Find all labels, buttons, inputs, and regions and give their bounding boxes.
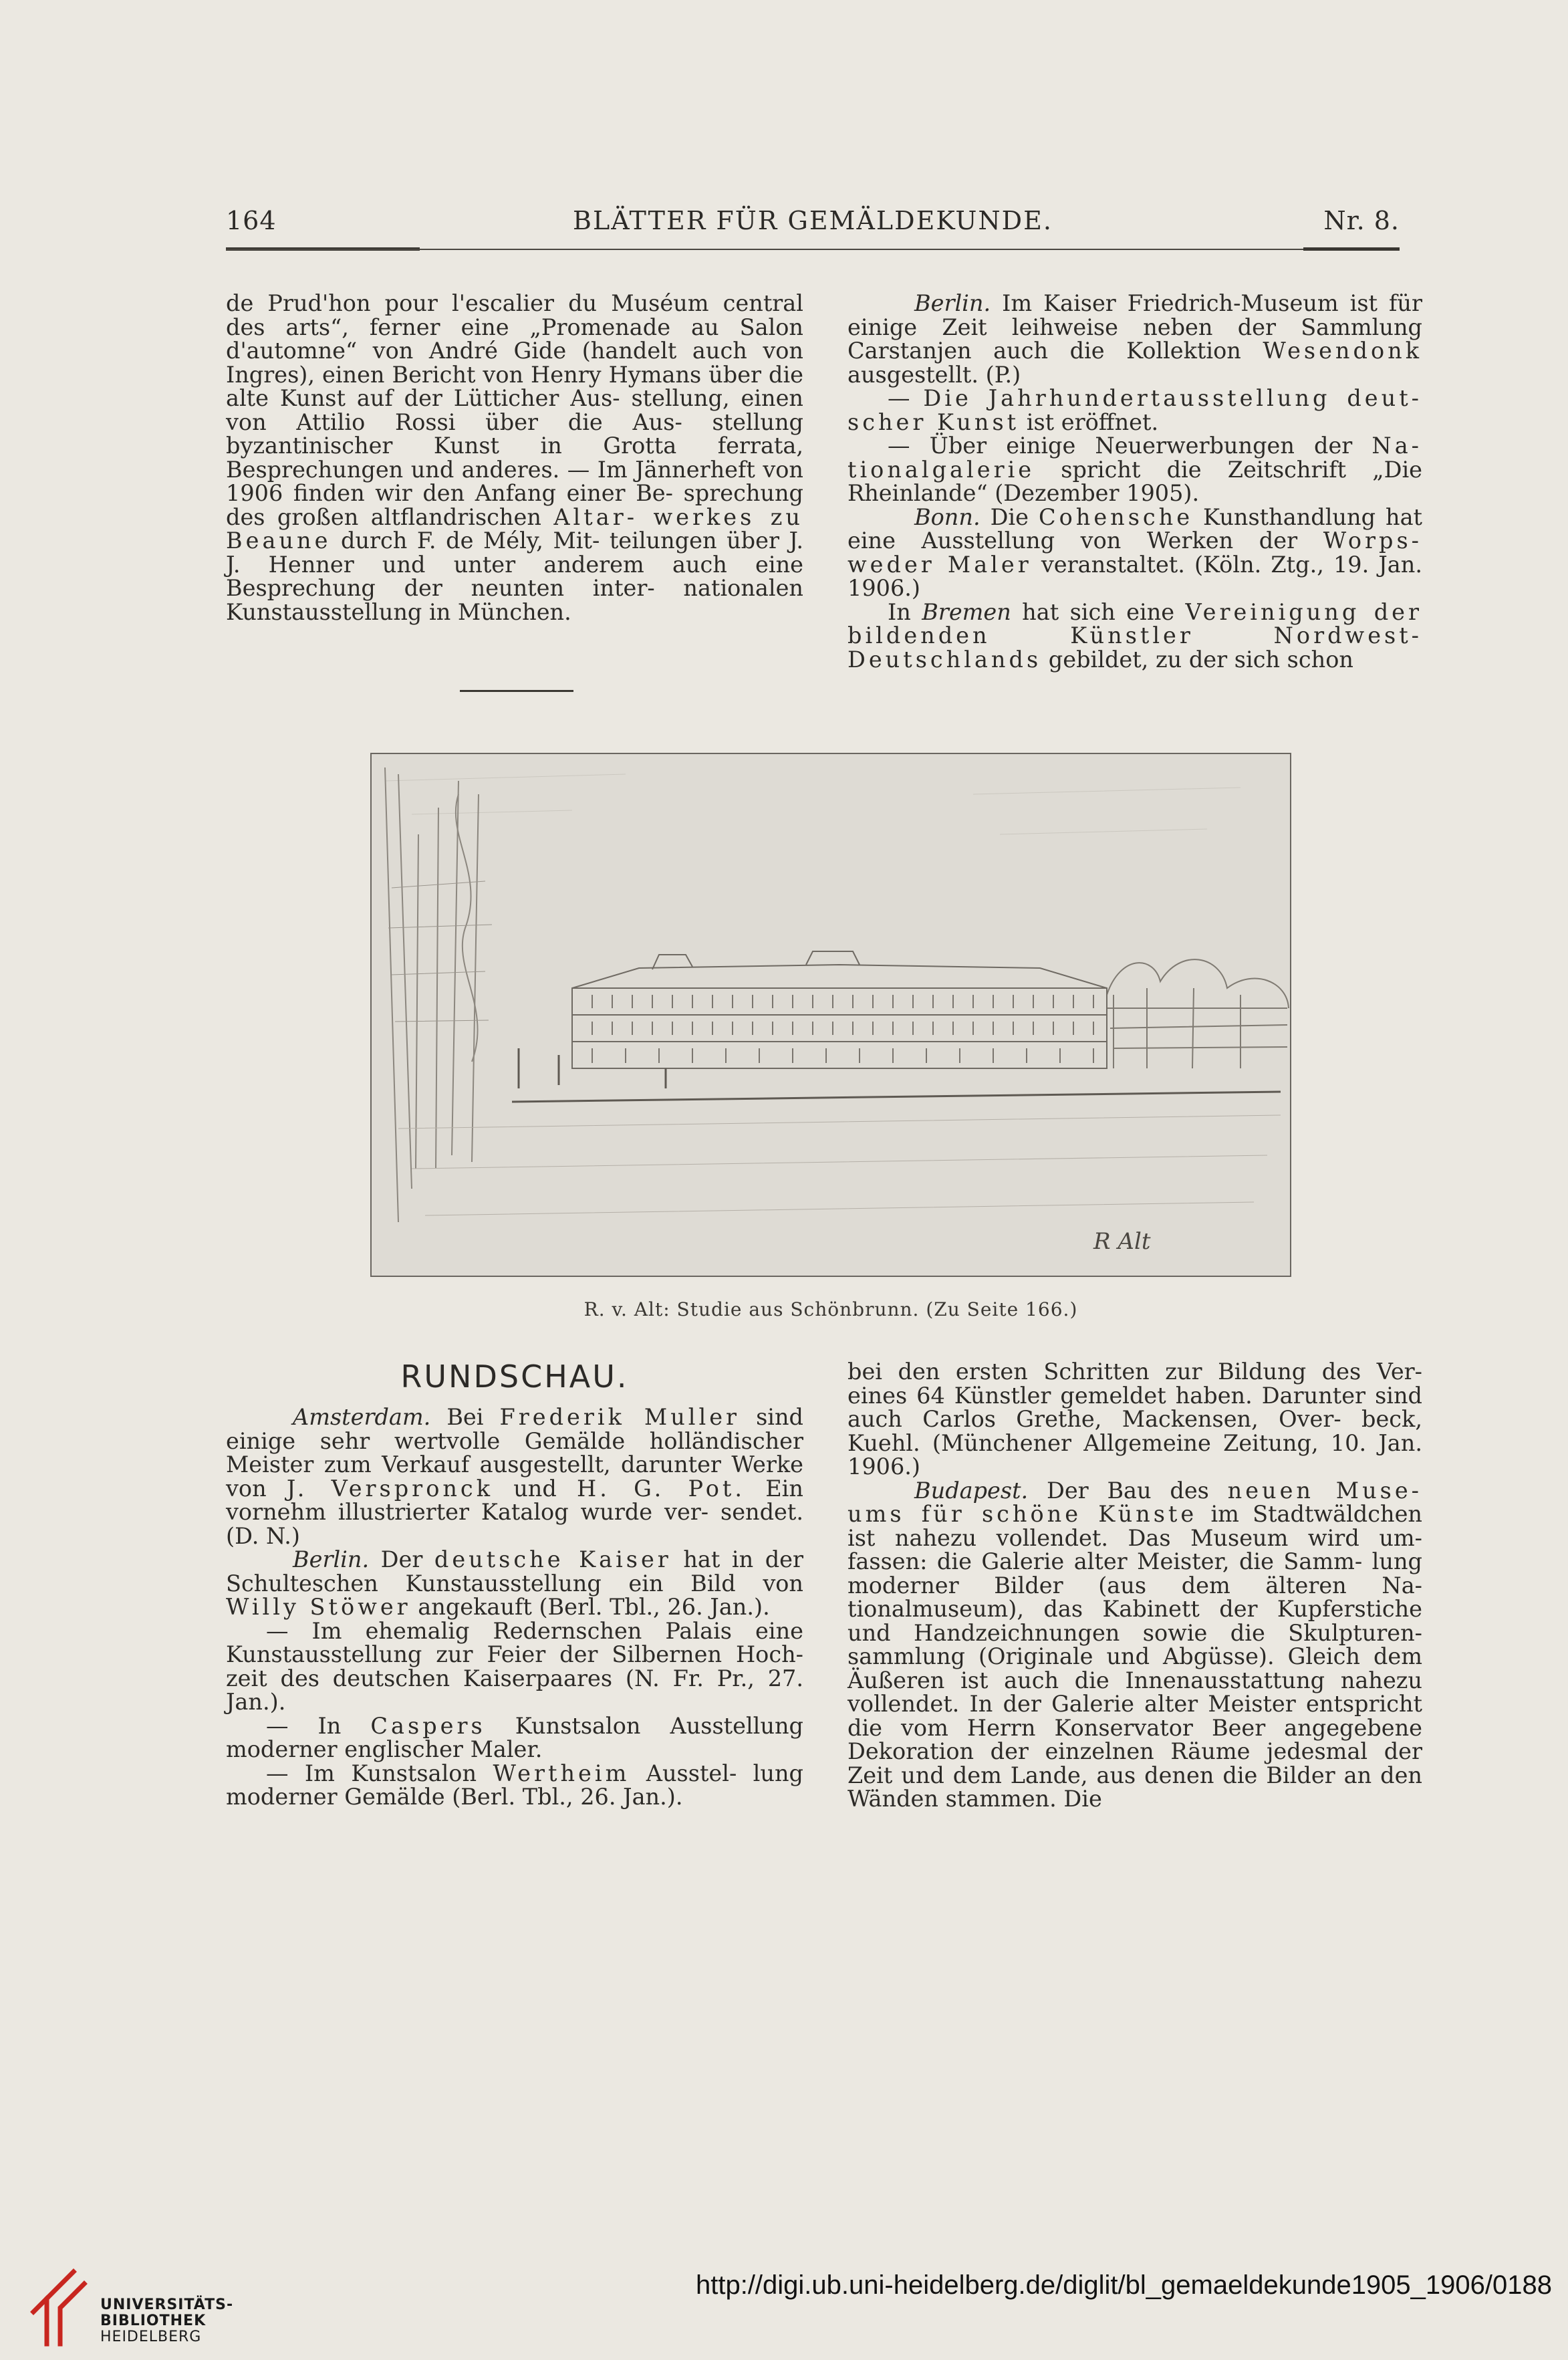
spaced-text: Frederik Muller	[499, 1404, 741, 1430]
illustration-schoenbrunn	[370, 753, 1291, 1277]
text: hat sich eine	[1011, 598, 1186, 625]
place-name: Bonn.	[914, 503, 981, 530]
spaced-text: H. G. Pot.	[577, 1475, 746, 1502]
text: Der Bau des	[1028, 1477, 1228, 1504]
spaced-text: Cohensche	[1038, 503, 1194, 530]
text: Die	[980, 503, 1039, 530]
spaced-text: Worps- weder Maler	[847, 527, 1422, 578]
text: und	[493, 1475, 577, 1502]
place-name: Budapest.	[914, 1477, 1029, 1504]
spaced-text: Die Jahrhundertausstellung deut- scher Kunst	[847, 385, 1422, 435]
paragraph	[226, 1762, 803, 1809]
text: ist eröffnet.	[1019, 408, 1159, 435]
section-title: RUNDSCHAU.	[400, 1359, 629, 1395]
text: gebildet, zu der sich schon	[1041, 646, 1353, 673]
library-name-line: UNIVERSITÄTS-	[100, 2296, 234, 2313]
section-divider	[460, 690, 573, 692]
text: spricht die Zeitschrift „Die Rheinlande“ (Dezember 1905).	[847, 456, 1422, 506]
text: Im Kaiser Friedrich-Museum ist für einige Zeit leihweise neben der Sammlung Carstanjen auch die Kollektion	[847, 290, 1422, 364]
text: Kunsthandlung hat eine Ausstellung von Werken der	[847, 503, 1422, 554]
paragraph	[226, 291, 803, 624]
journal-title: BLÄTTER FÜR GEMÄLDEKUNDE.	[573, 206, 1053, 235]
paragraph	[226, 1548, 803, 1619]
library-logo-icon	[27, 2265, 91, 2351]
spaced-text: Willy Stöwer	[226, 1594, 411, 1620]
permalink-url[interactable]: http://digi.ub.uni-heidelberg.de/diglit/bl_gemaeldekunde1905_1906/0188	[695, 2270, 1552, 2300]
text: bei den ersten Schritten zur Bildung des Ver- eines 64 Künstler gemeldet haben. Darunter sind auch Carlos Grethe, Mackensen, Over- beck, Kuehl. (Münchener Allgemeine Zeitung, 10. Jan. 1906.)	[847, 1359, 1422, 1480]
spaced-text: Wertheim	[493, 1760, 630, 1786]
paragraph	[847, 600, 1422, 672]
paragraph	[847, 1479, 1422, 1811]
paragraph	[847, 505, 1422, 600]
text: de Prud'hon pour l'escalier du Muséum central des arts“, ferner eine „Promenade au Salon d'automne“ von André Gide (handelt auch von Ingres), einen Bericht von Henry Hymans über die alte Kunst auf der Lütticher Aus- stellung, einen von Attilio Rossi über die Aus- stellung byzantinischer Kunst in Grotta ferrata, Besprechungen und anderes. — Im Jännerheft von 1906 finden wir den Anfang einer Be- sprechung des großen altflandrischen	[226, 290, 803, 530]
column-bottom-left	[226, 1405, 803, 1809]
figure-caption: R. v. Alt: Studie aus Schönbrunn. (Zu Seite 166.)	[583, 1298, 1078, 1320]
text: —	[888, 385, 924, 411]
text: sind einige sehr wertvolle Gemälde holländischer Meister zum Verkauf ausgestellt, darunter Werke von	[226, 1404, 803, 1502]
paragraph	[847, 291, 1422, 386]
column-top-right	[847, 291, 1422, 671]
paragraph	[226, 1714, 803, 1762]
place-name: Amsterdam.	[293, 1404, 431, 1430]
paragraph	[226, 1405, 803, 1548]
paragraph	[226, 1619, 803, 1714]
text: ausgestellt. (P.)	[847, 361, 1021, 388]
column-bottom-right	[847, 1360, 1422, 1811]
paragraph	[847, 434, 1422, 505]
running-head	[226, 206, 1400, 246]
place-name: Bremen	[922, 598, 1011, 625]
page-number: 164	[226, 206, 277, 235]
header-rule	[226, 249, 1400, 250]
library-name	[100, 2297, 233, 2345]
issue-number: Nr. 8.	[1323, 206, 1400, 235]
text: — In	[266, 1712, 371, 1739]
paragraph	[847, 1360, 1422, 1479]
header-rule-right	[1303, 247, 1400, 251]
library-name-line: HEIDELBERG	[100, 2329, 202, 2345]
text: Ein vornehm illustrierter Katalog wurde ver- sendet. (D. N.)	[226, 1475, 803, 1549]
text: hat in der Schulteschen Kunstausstellung ein Bild von	[226, 1546, 803, 1597]
library-name-line: BIBLIOTHEK	[100, 2313, 207, 2329]
spaced-text: Na- tionalgalerie	[847, 433, 1422, 483]
paragraph	[847, 386, 1422, 434]
text: im Stadtwäldchen ist nahezu vollendet. Das Museum wird um- fassen: die Galerie alter Meister, die Samm- lung moderner Bilder (aus dem älteren Na- tionalmuseum), das Kabinett der Kupferstiche und Handzeichnungen sowie die Skulpturen- sammlung (Originale und Abgüsse). Gleich dem Äußeren ist auch die Innenausstattung nahezu vollendet. In der Galerie alter Meister entspricht die vom Herrn Konservator Beer angegebene Dekoration der einzelnen Räume jedesmal der Zeit und dem Lande, aus denen die Bilder an den Wänden stammen. Die	[847, 1501, 1422, 1812]
column-top-left	[226, 291, 803, 624]
spaced-text: Altar- werkes zu Beaune	[226, 503, 803, 554]
place-name: Berlin.	[914, 290, 991, 316]
place-name: Berlin.	[293, 1546, 370, 1572]
text: veranstaltet. (Köln. Ztg., 19. Jan. 1906.)	[847, 551, 1422, 601]
text: — Im ehemalig Redernschen Palais eine Kunstausstellung zur Feier der Silbernen Hoch- zeit des deutschen Kaiserpaares (N. Fr. Pr., 27. Jan.).	[226, 1617, 803, 1715]
text: durch F. de Mély, Mit- teilungen über J. J. Henner und unter anderem auch eine Besprechung der neunten inter- nationalen Kunstausstellung in München.	[226, 527, 803, 625]
spaced-text: Wesendonk	[1263, 338, 1422, 364]
spaced-text: deutsche Kaiser	[434, 1546, 672, 1572]
text: Kunstsalon Ausstellung moderner englischer Maler.	[226, 1712, 803, 1762]
text: Der	[369, 1546, 434, 1572]
text: In	[888, 598, 922, 625]
text: — Über einige Neuerwerbungen der	[888, 433, 1372, 459]
spaced-text: neuen Muse- ums für schöne Künste	[847, 1477, 1422, 1527]
text: angekauft (Berl. Tbl., 26. Jan.).	[410, 1594, 770, 1620]
sketch-drawing	[372, 754, 1290, 1276]
text: Ausstel- lung moderner Gemälde (Berl. Tbl., 26. Jan.).	[226, 1760, 803, 1810]
spaced-text: Vereinigung der bildenden Künstler Nordwest- Deutschlands	[847, 598, 1422, 673]
artist-signature: R Alt	[1093, 1228, 1151, 1255]
text: — Im Kunstsalon	[266, 1760, 493, 1786]
spaced-text: Caspers	[370, 1712, 486, 1739]
spaced-text: J. Verspronck	[286, 1475, 493, 1502]
text: Bei	[430, 1404, 500, 1430]
